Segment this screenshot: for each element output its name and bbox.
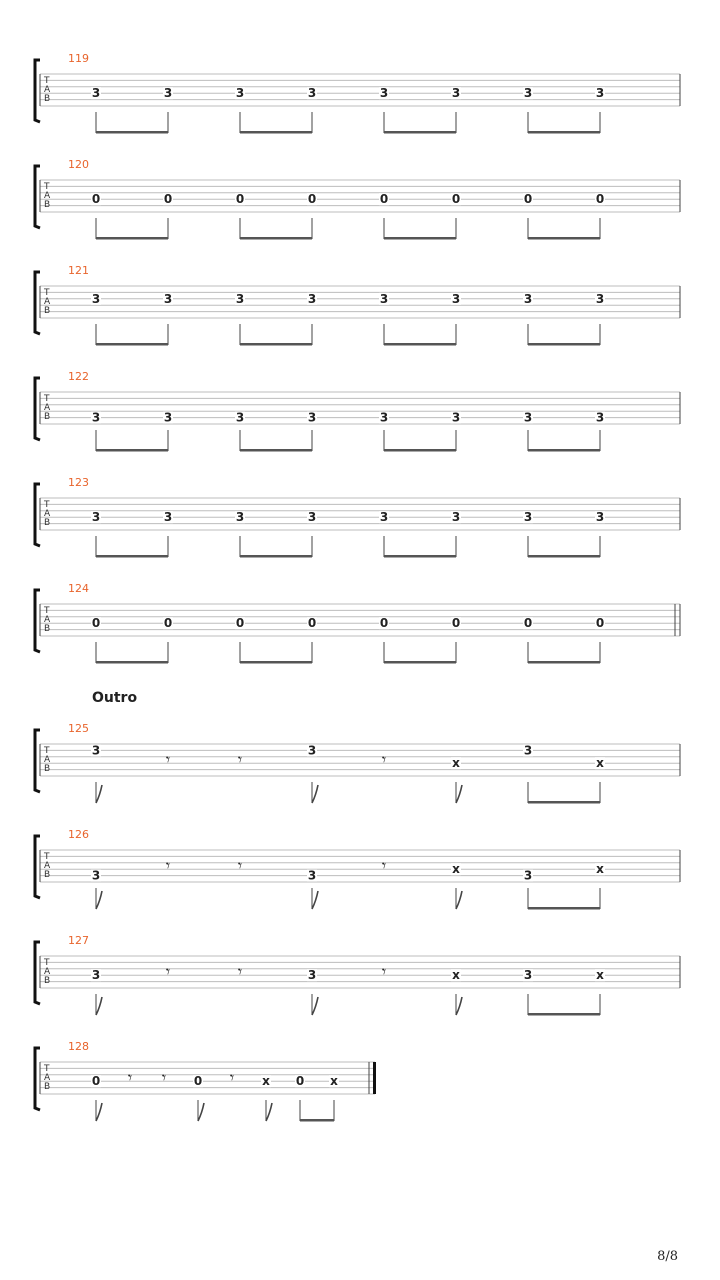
system-bracket <box>35 1048 40 1110</box>
fret-number: 0 <box>595 616 605 631</box>
fret-number: 0 <box>451 616 461 631</box>
tab-system <box>35 264 680 346</box>
eighth-rest: 𝄾 <box>381 855 387 875</box>
note-beam <box>384 343 456 346</box>
eighth-rest: 𝄾 <box>165 961 171 981</box>
note-beam <box>384 449 456 452</box>
fret-number: 3 <box>523 743 533 758</box>
fret-number: 0 <box>379 616 389 631</box>
fret-number: 3 <box>91 510 101 525</box>
tab-clef-letter: B <box>44 200 51 210</box>
eighth-rest: 𝄾 <box>165 749 171 769</box>
note-beam <box>240 343 312 346</box>
tab-clef-letter: T <box>44 394 50 404</box>
note-flag <box>456 997 462 1015</box>
fret-number: 3 <box>595 291 605 306</box>
fret-number: 0 <box>193 1074 203 1089</box>
note-beam <box>528 555 600 558</box>
fret-number: 0 <box>451 192 461 207</box>
tab-clef-letter: B <box>44 1082 51 1092</box>
fret-number: 3 <box>307 86 317 101</box>
fret-number: 3 <box>235 291 245 306</box>
note-beam <box>96 449 168 452</box>
fret-number: 0 <box>235 192 245 207</box>
dead-note: x <box>596 756 604 771</box>
fret-number: 0 <box>295 1074 305 1089</box>
fret-number: 3 <box>451 291 461 306</box>
note-beam <box>384 555 456 558</box>
system-bracket <box>35 730 40 792</box>
note-beam <box>300 1119 334 1122</box>
note-beam <box>528 907 600 910</box>
system-bracket <box>35 378 40 440</box>
fret-number: 3 <box>307 291 317 306</box>
system-bracket <box>35 942 40 1004</box>
system-bracket <box>35 590 40 652</box>
fret-number: 3 <box>91 743 101 758</box>
note-flag <box>96 997 102 1015</box>
tab-system <box>35 158 680 240</box>
fret-number: 3 <box>91 291 101 306</box>
note-beam <box>384 131 456 134</box>
tab-clef-letter: B <box>44 94 51 104</box>
note-beam <box>96 555 168 558</box>
tab-clef-letter: A <box>44 85 51 95</box>
measure-number: 121 <box>68 264 89 277</box>
fret-number: 3 <box>235 410 245 425</box>
fret-number: 0 <box>379 192 389 207</box>
tab-clef-letter: B <box>44 412 51 422</box>
fret-number: 3 <box>379 510 389 525</box>
note-flag <box>96 785 102 803</box>
note-beam <box>384 237 456 240</box>
fret-number: 0 <box>235 616 245 631</box>
note-beam <box>96 131 168 134</box>
fret-number: 3 <box>91 86 101 101</box>
fret-number: 3 <box>595 410 605 425</box>
tab-system <box>35 476 680 558</box>
note-beam <box>528 131 600 134</box>
fret-number: 3 <box>523 968 533 983</box>
note-beam <box>96 237 168 240</box>
fret-number: 3 <box>91 968 101 983</box>
dead-note: x <box>452 968 460 983</box>
note-beam <box>528 343 600 346</box>
fret-number: 3 <box>451 510 461 525</box>
fret-number: 0 <box>91 616 101 631</box>
note-flag <box>312 785 318 803</box>
tab-system <box>35 1040 376 1122</box>
fret-number: 3 <box>523 291 533 306</box>
dead-note: x <box>452 862 460 877</box>
system-bracket <box>35 272 40 334</box>
tab-clef-letter: T <box>44 606 50 616</box>
tab-clef-letter: A <box>44 191 51 201</box>
note-beam <box>528 1013 600 1016</box>
measure-number: 122 <box>68 370 89 383</box>
fret-number: 0 <box>307 192 317 207</box>
eighth-rest: 𝄾 <box>381 961 387 981</box>
fret-number: 3 <box>307 510 317 525</box>
eighth-rest: 𝄾 <box>161 1067 167 1087</box>
measure-number: 127 <box>68 934 89 947</box>
note-beam <box>528 449 600 452</box>
tab-clef-letter: A <box>44 615 51 625</box>
fret-number: 3 <box>307 868 317 883</box>
fret-number: 0 <box>91 1074 101 1089</box>
note-beam <box>240 237 312 240</box>
fret-number: 3 <box>235 86 245 101</box>
fret-number: 0 <box>163 192 173 207</box>
fret-number: 0 <box>523 616 533 631</box>
system-bracket <box>35 60 40 122</box>
eighth-rest: 𝄾 <box>237 855 243 875</box>
eighth-rest: 𝄾 <box>127 1067 133 1087</box>
dead-note: x <box>262 1074 270 1089</box>
measure-number: 128 <box>68 1040 89 1053</box>
fret-number: 3 <box>163 510 173 525</box>
fret-number: 0 <box>307 616 317 631</box>
dead-note: x <box>596 862 604 877</box>
note-flag <box>312 891 318 909</box>
tab-clef-letter: T <box>44 288 50 298</box>
fret-number: 0 <box>91 192 101 207</box>
note-flag <box>456 785 462 803</box>
section-label-outro: Outro <box>92 690 138 706</box>
note-beam <box>384 661 456 664</box>
note-beam <box>528 237 600 240</box>
tab-clef-letter: T <box>44 1064 50 1074</box>
tab-clef-letter: B <box>44 518 51 528</box>
tab-clef-letter: A <box>44 403 51 413</box>
fret-number: 3 <box>379 86 389 101</box>
dead-note: x <box>330 1074 338 1089</box>
note-flag <box>456 891 462 909</box>
note-flag <box>312 997 318 1015</box>
fret-number: 3 <box>163 291 173 306</box>
tab-clef-letter: A <box>44 967 51 977</box>
tab-clef-letter: B <box>44 306 51 316</box>
tab-clef-letter: A <box>44 861 51 871</box>
tab-clef-letter: A <box>44 509 51 519</box>
tab-clef-letter: T <box>44 76 50 86</box>
measure-number: 123 <box>68 476 89 489</box>
tab-clef-letter: T <box>44 958 50 968</box>
note-flag <box>96 891 102 909</box>
fret-number: 3 <box>307 743 317 758</box>
fret-number: 0 <box>163 616 173 631</box>
eighth-rest: 𝄾 <box>381 749 387 769</box>
eighth-rest: 𝄾 <box>229 1067 235 1087</box>
note-beam <box>96 661 168 664</box>
note-flag <box>266 1103 272 1121</box>
fret-number: 3 <box>163 86 173 101</box>
note-flag <box>198 1103 204 1121</box>
measure-number: 119 <box>68 52 89 65</box>
fret-number: 3 <box>379 291 389 306</box>
tab-clef-letter: A <box>44 755 51 765</box>
tab-clef-letter: B <box>44 764 51 774</box>
tab-clef-letter: T <box>44 852 50 862</box>
fret-number: 3 <box>523 510 533 525</box>
fret-number: 3 <box>451 86 461 101</box>
tab-clef-letter: B <box>44 870 51 880</box>
fret-number: 3 <box>595 86 605 101</box>
fret-number: 3 <box>523 410 533 425</box>
tab-system <box>35 582 680 664</box>
fret-number: 3 <box>307 968 317 983</box>
system-bracket <box>35 836 40 898</box>
fret-number: 0 <box>523 192 533 207</box>
note-beam <box>240 555 312 558</box>
dead-note: x <box>596 968 604 983</box>
tab-system <box>35 52 680 134</box>
measure-number: 125 <box>68 722 89 735</box>
tab-clef-letter: T <box>44 746 50 756</box>
fret-number: 3 <box>307 410 317 425</box>
fret-number: 3 <box>595 510 605 525</box>
note-beam <box>240 661 312 664</box>
measure-number: 120 <box>68 158 89 171</box>
page-number: 8/8 <box>657 1249 678 1264</box>
barline-final-thick <box>373 1062 376 1094</box>
eighth-rest: 𝄾 <box>165 855 171 875</box>
note-beam <box>96 343 168 346</box>
fret-number: 3 <box>235 510 245 525</box>
fret-number: 3 <box>451 410 461 425</box>
fret-number: 3 <box>523 868 533 883</box>
note-beam <box>528 801 600 804</box>
note-beam <box>240 131 312 134</box>
tab-system <box>35 722 680 804</box>
tab-clef-letter: B <box>44 624 51 634</box>
eighth-rest: 𝄾 <box>237 961 243 981</box>
tab-clef-letter: A <box>44 297 51 307</box>
measure-number: 126 <box>68 828 89 841</box>
note-beam <box>528 661 600 664</box>
note-flag <box>96 1103 102 1121</box>
system-bracket <box>35 484 40 546</box>
dead-note: x <box>452 756 460 771</box>
fret-number: 3 <box>523 86 533 101</box>
tab-clef-letter: A <box>44 1073 51 1083</box>
tab-system <box>35 934 680 1016</box>
tab-clef-letter: B <box>44 976 51 986</box>
tab-system <box>35 828 680 910</box>
eighth-rest: 𝄾 <box>237 749 243 769</box>
fret-number: 3 <box>379 410 389 425</box>
tab-system <box>35 370 680 452</box>
fret-number: 3 <box>91 410 101 425</box>
tab-clef-letter: T <box>44 182 50 192</box>
system-bracket <box>35 166 40 228</box>
measure-number: 124 <box>68 582 89 595</box>
fret-number: 3 <box>163 410 173 425</box>
fret-number: 3 <box>91 868 101 883</box>
note-beam <box>240 449 312 452</box>
tab-clef-letter: T <box>44 500 50 510</box>
fret-number: 0 <box>595 192 605 207</box>
